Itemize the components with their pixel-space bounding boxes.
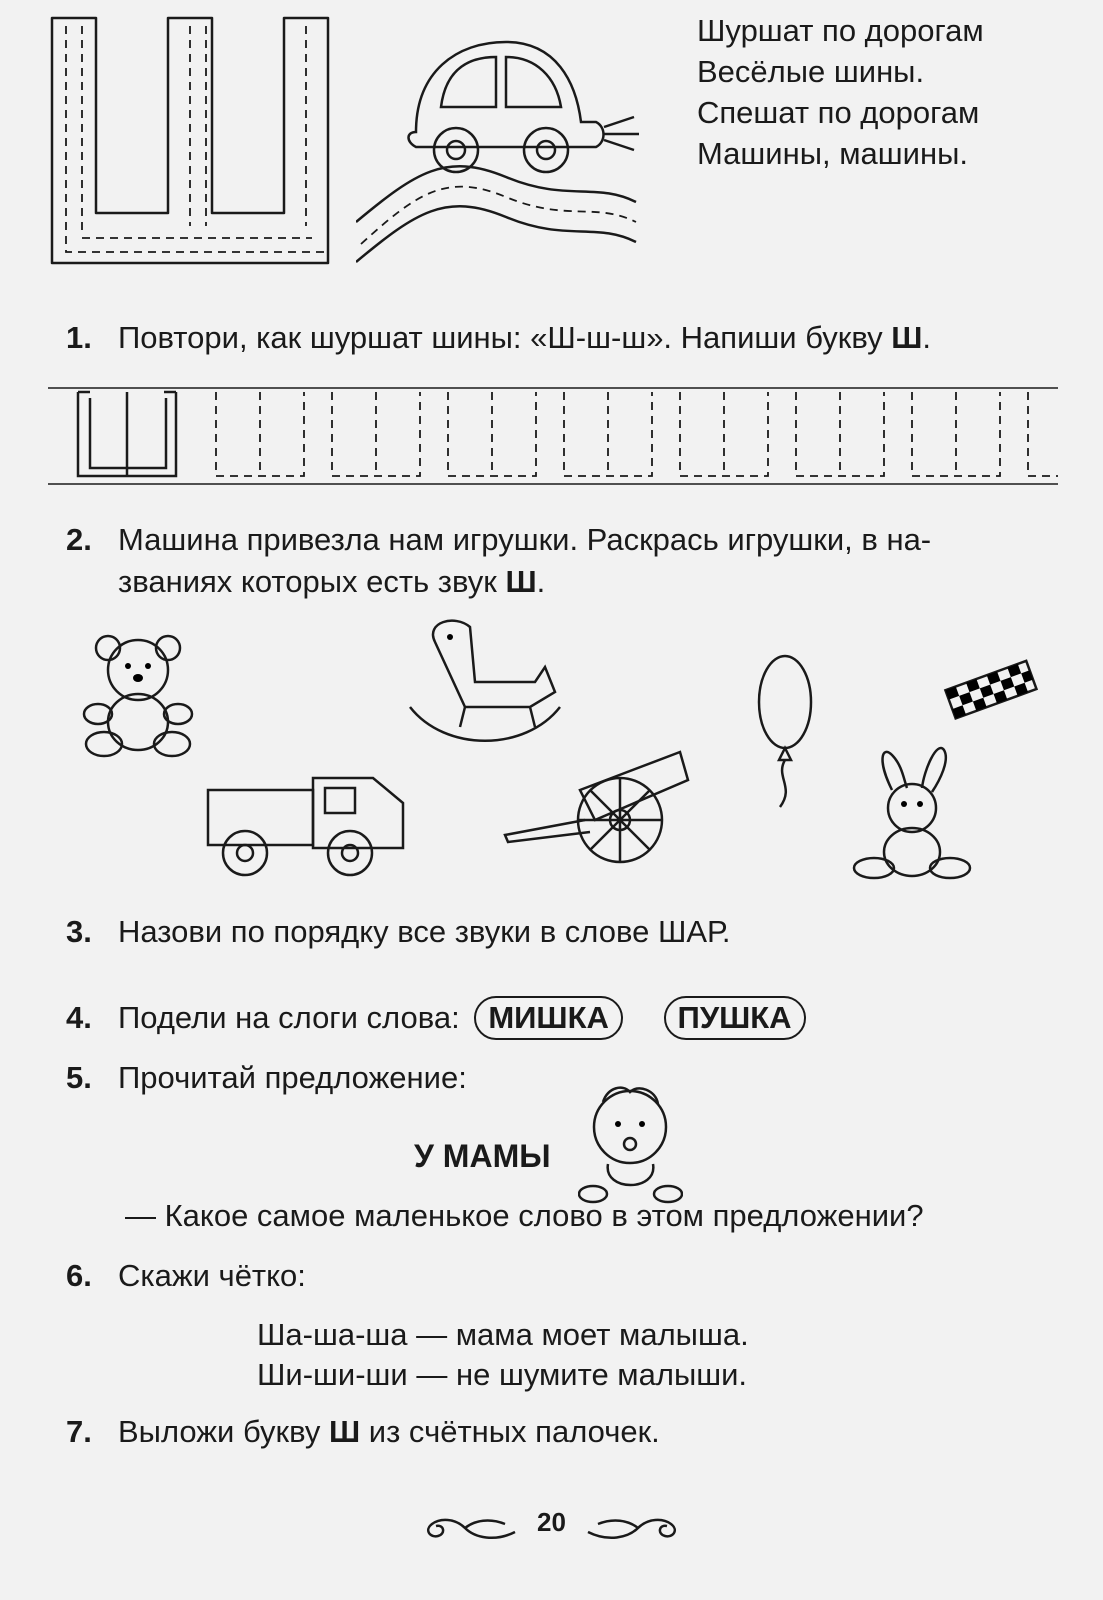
word-mishka[interactable]: МИШКА bbox=[474, 996, 623, 1040]
task-number: 2. bbox=[66, 522, 92, 557]
letter-guide bbox=[216, 392, 304, 476]
task-letter: Ш bbox=[329, 1414, 361, 1449]
truck-icon[interactable] bbox=[205, 768, 415, 888]
task-text: из счётных палочек. bbox=[360, 1414, 660, 1449]
task-1 bbox=[66, 318, 931, 358]
rocking-horse-icon[interactable] bbox=[405, 612, 565, 752]
task-text: званиях которых есть звук bbox=[118, 564, 506, 599]
task-2-cont bbox=[118, 562, 545, 602]
flourish-right-icon bbox=[583, 1510, 683, 1542]
poem bbox=[697, 10, 984, 174]
letter-guide bbox=[680, 392, 768, 476]
letter-guide bbox=[796, 392, 884, 476]
poem-line: Машины, машины. bbox=[697, 136, 968, 171]
task-6 bbox=[66, 1256, 306, 1296]
letter-guide bbox=[332, 392, 420, 476]
word-pushka[interactable]: ПУШКА bbox=[664, 996, 806, 1040]
letter-guide bbox=[1028, 392, 1058, 476]
letter-guide bbox=[912, 392, 1000, 476]
task-4 bbox=[66, 996, 806, 1040]
balloon-icon[interactable] bbox=[755, 652, 815, 812]
sentence-phrase: У МАМЫ bbox=[414, 1138, 551, 1174]
cannon-icon[interactable] bbox=[500, 740, 700, 865]
task-number: 3. bbox=[66, 914, 92, 949]
task-2 bbox=[66, 520, 931, 560]
task-3 bbox=[66, 912, 730, 952]
task-letter: Ш bbox=[891, 320, 923, 355]
task-end: . bbox=[536, 564, 546, 599]
tongue-twister-line: Ши-ши-ши — не шумите малыши. bbox=[257, 1357, 748, 1392]
task-7 bbox=[66, 1412, 660, 1452]
poem-line: Спешат по дорогам bbox=[697, 95, 980, 130]
writing-practice-line[interactable] bbox=[48, 380, 1058, 492]
task-text: Подели на слоги слова: bbox=[118, 1000, 460, 1035]
task-5 bbox=[66, 1058, 467, 1098]
task-text: Назови по порядку все звуки в слове ШАР. bbox=[118, 914, 731, 949]
task-text: Прочитай предложение: bbox=[118, 1060, 467, 1095]
task-text: Машина привезла нам игрушки. Раскрась игрушки, в на- bbox=[118, 522, 932, 557]
task-number: 1. bbox=[66, 320, 92, 355]
task-5-question: — Какое самое маленькое слово в этом предложении? bbox=[125, 1198, 924, 1233]
task-text: Выложи букву bbox=[118, 1414, 329, 1449]
task-number: 6. bbox=[66, 1258, 92, 1293]
baby-icon bbox=[578, 1082, 683, 1207]
letter-guide bbox=[564, 392, 652, 476]
chessboard-icon[interactable] bbox=[940, 655, 1040, 725]
task-number: 4. bbox=[66, 1000, 92, 1035]
page-number: 20 bbox=[537, 1507, 566, 1537]
car-on-road-icon bbox=[356, 22, 656, 272]
tongue-twister-line: Ша-ша-ша — мама моет малыша. bbox=[257, 1317, 749, 1352]
task-text: Скажи чётко: bbox=[118, 1258, 306, 1293]
task-letter: Ш bbox=[505, 564, 537, 599]
bunny-icon[interactable] bbox=[852, 740, 972, 885]
letter-guide bbox=[448, 392, 536, 476]
task-number: 5. bbox=[66, 1060, 92, 1095]
big-letter-sha-icon bbox=[44, 8, 364, 273]
task-text: Повтори, как шуршат шины: «Ш-ш-ш». Напиши букву bbox=[118, 320, 892, 355]
poem-line: Весёлые шины. bbox=[697, 54, 925, 89]
poem-line: Шуршат по дорогам bbox=[697, 13, 984, 48]
task-number: 7. bbox=[66, 1414, 92, 1449]
teddy-bear-icon[interactable] bbox=[76, 630, 196, 760]
task-end: . bbox=[922, 320, 932, 355]
